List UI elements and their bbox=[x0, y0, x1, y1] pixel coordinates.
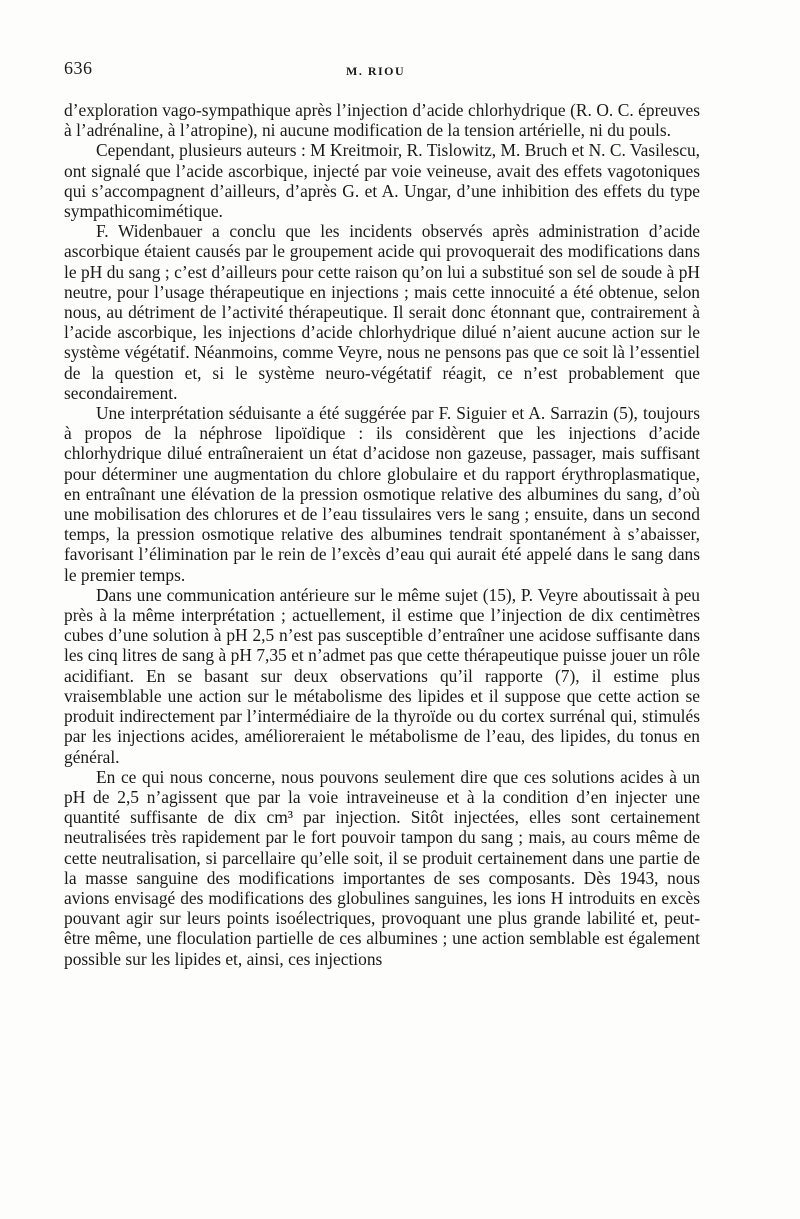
page-header bbox=[64, 58, 700, 82]
body-text bbox=[64, 100, 700, 969]
page-number: 636 bbox=[64, 58, 93, 78]
paragraph-continuation: d’exploration vago-sympathique après l’injection d’acide chlorhydrique (R. O. C. épreuves à l’adrénaline, à l’atropine), ni aucune modification de la tension artérielle, ni du pouls. bbox=[64, 100, 700, 141]
paragraph: Une interprétation séduisante a été suggérée par F. Siguier et A. Sarrazin (5), toujours à propos de la néphrose lipoïdique : ils considèrent que les injections d’acide chlorhydrique dilué entraîneraient un état d’acidose non gazeuse, passager, mais suffisant pour déterminer une augmentation du chlore globulaire et du rapport érythroplasmatique, en entraînant une élévation de la pression osmotique relative des albumines du sang, d’où une mobilisation des chlorures et de l’eau tissulaires vers le sang ; ensuite, dans un second temps, la pression osmotique relative des albumines tendrait spontanément à s’abaisser, favorisant l’élimination par le rein de l’excès d’eau qui aurait été appelé dans le sang dans le premier temps. bbox=[64, 403, 700, 585]
paragraph: F. Widenbauer a conclu que les incidents observés après administration d’acide ascorbique étaient causés par le groupement acide qui provoquerait des modifications dans le pH du sang ; c’est d’ailleurs pour cette raison qu’on lui a substitué son sel de soude à pH neutre, pour l’usage thérapeutique en injections ; mais cette innocuité a été obtenue, selon nous, au détriment de l’activité thérapeutique. Il serait donc étonnant que, contrairement à l’acide ascorbique, les injections d’acide chlorhydrique dilué n’aient aucune action sur le système végétatif. Néanmoins, comme Veyre, nous ne pensons pas que ce soit là l’essentiel de la question et, si le système neuro-végétatif réagit, ce n’est probablement que secondairement. bbox=[64, 221, 700, 403]
paragraph: Dans une communication antérieure sur le même sujet (15), P. Veyre aboutissait à peu près à la même interprétation ; actuellement, il estime que l’injection de dix centimètres cubes d’une solution à pH 2,5 n’est pas susceptible d’entraîner une acidose suffisante dans les cinq litres de sang à pH 7,35 et n’admet pas que cette thérapeutique puisse jouer un rôle acidifiant. En se basant sur deux observations qu’il rapporte (7), il estime plus vraisemblable une action sur le métabolisme des lipides et il suppose que cette action se produit indirectement par l’intermédiaire de la thyroïde ou du cortex surrénal qui, stimulés par les injections acides, amélioreraient le métabolisme de l’eau, des lipides, du tonus en général. bbox=[64, 584, 700, 767]
paragraph: En ce qui nous concerne, nous pouvons seulement dire que ces solutions acides à un pH de 2,5 n’agissent que par la voie intraveineuse et à la condition d’en injecter une quantité suffisante de dix cm³ par injection. Sitôt injectées, elles sont certainement neutralisées très rapidement par le fort pouvoir tampon du sang ; mais, au cours même de cette neutralisation, si parcellaire qu’elle soit, il se produit certainement dans une partie de la masse sanguine des modifications importantes de ses composants. Dès 1943, nous avions envisagé des modifications des globulines sanguines, les ions H introduits en excès pouvant agir sur leurs points isoélectriques, provoquant une plus grande labilité et, peut-être même, une floculation partielle de ces albumines ; une action semblable est également possible sur les lipides et, ainsi, ces injections bbox=[64, 766, 700, 969]
running-head: M. RIOU bbox=[346, 64, 406, 78]
paragraph: Cependant, plusieurs auteurs : M Kreitmoir, R. Tislowitz, M. Bruch et N. C. Vasilescu, ont signalé que l’acide ascorbique, injecté par voie veineuse, avait des effets vagotoniques qui s’accompagnent d’ailleurs, d’après G. et A. Ungar, d’une inhibition des effets du type sympathicomimétique. bbox=[64, 140, 700, 222]
